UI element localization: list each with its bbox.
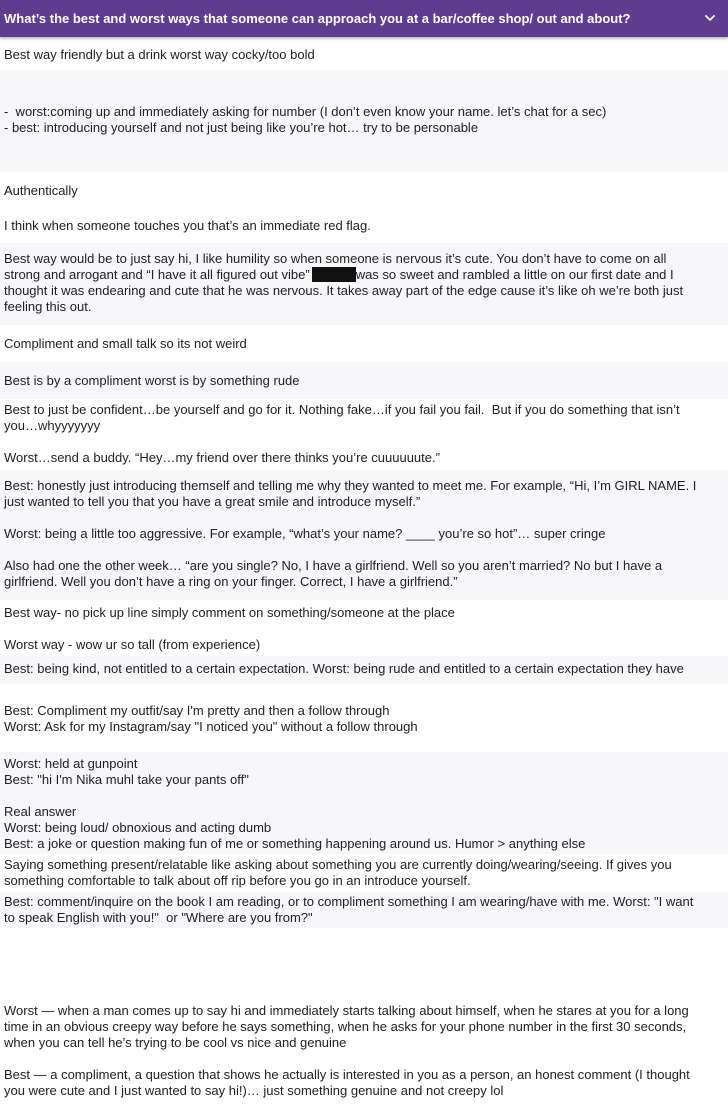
response-item (0, 400, 728, 469)
response-item (0, 173, 728, 207)
response-text: Worst: being loud/ obnoxious and acting dumb (4, 820, 272, 835)
chevron-down-icon[interactable] (704, 12, 716, 24)
response-item (0, 326, 728, 361)
response-text: - worst:coming up and immediately asking for number (I don’t even know your name. let’s chat for a sec) (4, 104, 607, 119)
response-text: Worst way - wow ur so tall (from experience) (4, 637, 261, 652)
response-text: Worst…send a buddy. “Hey…my friend over there thinks you’re cuuuuuute.” (4, 450, 440, 465)
response-text: Best: "hi I'm Nika muhl take your pants off" (4, 772, 249, 787)
response-text: Best — a compliment, a question that shows he actually is interested in you as a person, an honest comment (I thought (4, 1067, 690, 1082)
response-text: Best: a joke or question making fun of me or something happening around us. Humor > anything else (4, 836, 586, 851)
response-text: Real answer (4, 804, 77, 819)
response-item (0, 37, 728, 69)
response-text: to speak English with you!" or "Where are you from?" (4, 910, 313, 925)
response-text: you…whyyyyyyy (4, 418, 101, 433)
response-text: Best: Compliment my outfit/say I'm pretty and then a follow through (4, 703, 390, 718)
response-text: Best: being kind, not entitled to a certain expectation. Worst: being rude and entitled to a certain expectation they have (4, 661, 684, 676)
response-item (0, 470, 728, 600)
response-text: Best: comment/inquire on the book I am reading, or to compliment something I am wearing/have with me. Worst: "I want (4, 894, 694, 909)
response-text: something comfortable to talk about off rip before you go in an introduce yourself. (4, 873, 471, 888)
response-text: Worst: Ask for my Instagram/say "I noticed you" without a follow through (4, 719, 418, 734)
response-text: Worst: being a little too aggressive. For example, “what’s your name? ____ you’re so hot”… super cringe (4, 526, 606, 541)
response-text: Best: honestly just introducing themself and telling me why they wanted to meet me. For example, “Hi, I’m GIRL NAME. I (4, 478, 697, 493)
response-item (0, 929, 728, 1110)
response-text: Best way- no pick up line simply comment on something/someone at the place (4, 605, 455, 620)
response-text: Authentically (4, 183, 78, 198)
response-text: feeling this out. (4, 299, 92, 314)
response-text: Compliment and small talk so its not weird (4, 336, 247, 351)
response-item (0, 208, 728, 242)
response-text: Saying something present/relatable like asking about something you are currently doing/wearing/seeing. If gives you (4, 857, 672, 872)
response-text: strong and arrogant and “I have it all figured out vibe” was so sweet and rambled a little on our first date and I (4, 267, 674, 282)
response-item (0, 685, 728, 751)
response-item (0, 752, 728, 854)
response-text: Best way friendly but a drink worst way cocky/too bold (4, 47, 315, 62)
response-text: Worst — when a man comes up to say hi and immediately starts talking about himself, when he stares at you for a long (4, 1003, 689, 1018)
response-text: Best is by a compliment worst is by something rude (4, 373, 300, 388)
response-text: you were cute and I just wanted to say hi!)… just something genuine and not creepy lol (4, 1083, 504, 1098)
response-item (0, 656, 728, 684)
response-item (0, 243, 728, 325)
response-text: Best to just be confident…be yourself and go for it. Nothing fake…if you fail you fail. But if you do something that isn’t (4, 402, 680, 417)
response-item (0, 70, 728, 172)
response-text: Worst: held at gunpoint (4, 756, 138, 771)
response-text: Also had one the other week… “are you single? No, I have a girlfriend. Well so you aren’t married? No but I have a (4, 558, 663, 573)
redaction-block (312, 267, 356, 282)
response-item (0, 855, 728, 891)
question-title: What’s the best and worst ways that someone can approach you at a bar/coffee shop/ out and about? (4, 11, 631, 26)
response-item (0, 362, 728, 399)
response-text: I think when someone touches you that’s an immediate red flag. (4, 218, 371, 233)
response-text: thought it was endearing and cute that he was nervous. It takes away part of the edge cause it’s like oh we’re both just (4, 283, 684, 298)
response-item (0, 892, 728, 928)
response-text: - best: introducing yourself and not just being like you’re hot… try to be personable (4, 120, 479, 135)
response-text: girlfriend. Well you don’t have a ring on your finger. Correct, I have a girlfriend.” (4, 574, 458, 589)
response-text: when you can tell he’s trying to be cool vs nice and genuine (4, 1035, 347, 1050)
response-text: Best way would be to just say hi, I like humility so when someone is nervous it’s cute. You don’t have to come on all (4, 251, 667, 266)
question-header[interactable] (0, 0, 728, 37)
response-text: just wanted to tell you that you have a great smile and introduce myself.” (4, 494, 421, 509)
response-item (0, 601, 728, 655)
response-text: time in an obvious creepy way before he says something, when he asks for your phone number in the first 30 seconds, (4, 1019, 687, 1034)
